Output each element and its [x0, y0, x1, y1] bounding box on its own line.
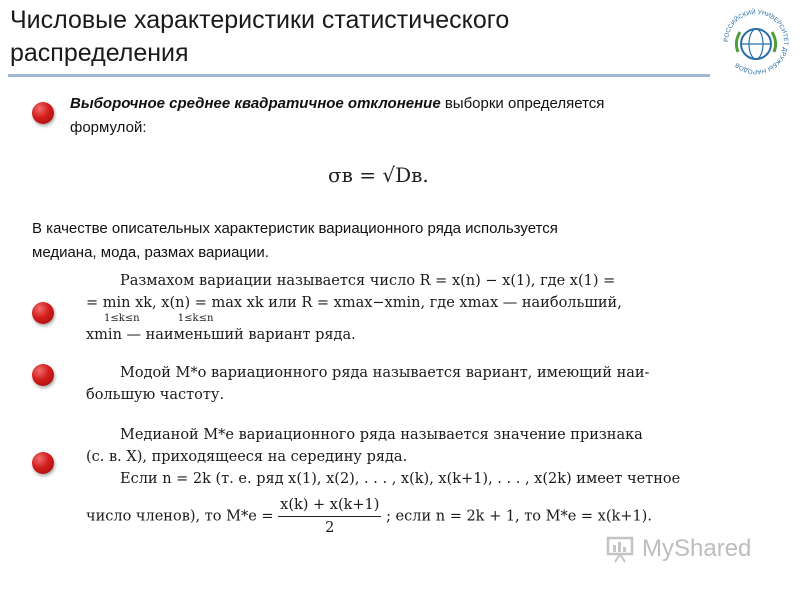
median-line4-end: ; если n = 2k + 1, то M*e = x(k+1). [386, 508, 652, 525]
sigma-formula: σв = √Dв. [328, 163, 429, 187]
bullet-icon [32, 452, 54, 474]
intro-line2: формулой: [70, 119, 147, 136]
range-line2: = min xk, x(n) = max xk или R = xmax−xmin, где xmax — наибольший, [86, 295, 622, 311]
slide-title-line2: распределения [10, 39, 189, 67]
bullet-icon [32, 302, 54, 324]
median-line3: Если n = 2k (т. е. ряд x(1), x(2), . . . , x(k), x(k+1), . . . , x(2k) имеет четное [120, 471, 681, 487]
slide-title [10, 4, 509, 70]
presentation-icon [606, 535, 636, 563]
mode-line2: большую частоту. [86, 387, 225, 403]
myshared-watermark [606, 535, 751, 563]
mode-line1: Модой M*o вариационного ряда называется вариант, имеющий наи- [120, 365, 650, 381]
range-line2-subscripts: 1≤k≤n 1≤k≤n [104, 313, 214, 324]
range-line3: xmin — наименьший вариант ряда. [86, 327, 356, 343]
slide-title-line1: Числовые характеристики статистического [10, 6, 510, 34]
note-text [32, 217, 772, 265]
fraction-denominator: 2 [325, 520, 335, 536]
median-fraction [278, 494, 381, 539]
note-line2: медиана, мода, размах вариации. [32, 244, 269, 261]
median-definition [86, 424, 746, 539]
fraction-numerator: x(k) + x(k+1) [278, 494, 381, 517]
watermark-text: MyShared [642, 535, 752, 562]
median-line4 [86, 494, 746, 539]
mode-definition [86, 362, 736, 406]
median-line1: Медианой M*e вариационного ряда называется значение признака [120, 427, 643, 443]
median-line4-start: число членов), то M*e = [86, 508, 274, 525]
title-divider [8, 74, 710, 77]
intro-term: Выборочное среднее квадратичное отклонение [70, 95, 441, 112]
intro-rest: выборки определяется [440, 95, 605, 112]
university-logo [716, 2, 796, 82]
range-definition [86, 270, 736, 346]
bullet-icon [32, 102, 54, 124]
bullet-icon [32, 364, 54, 386]
intro-text [70, 92, 760, 140]
note-line1: В качестве описательных характеристик вариационного ряда используется [32, 220, 558, 237]
logo-text: РОССИЙСКИЙ УНИВЕРСИТЕТ ДРУЖБЫ НАРОДОВ [722, 8, 790, 76]
range-line1: Размахом вариации называется число R = x(n) − x(1), где x(1) = [120, 273, 616, 289]
median-line2: (с. в. X), приходящееся на середину ряда. [86, 449, 408, 465]
